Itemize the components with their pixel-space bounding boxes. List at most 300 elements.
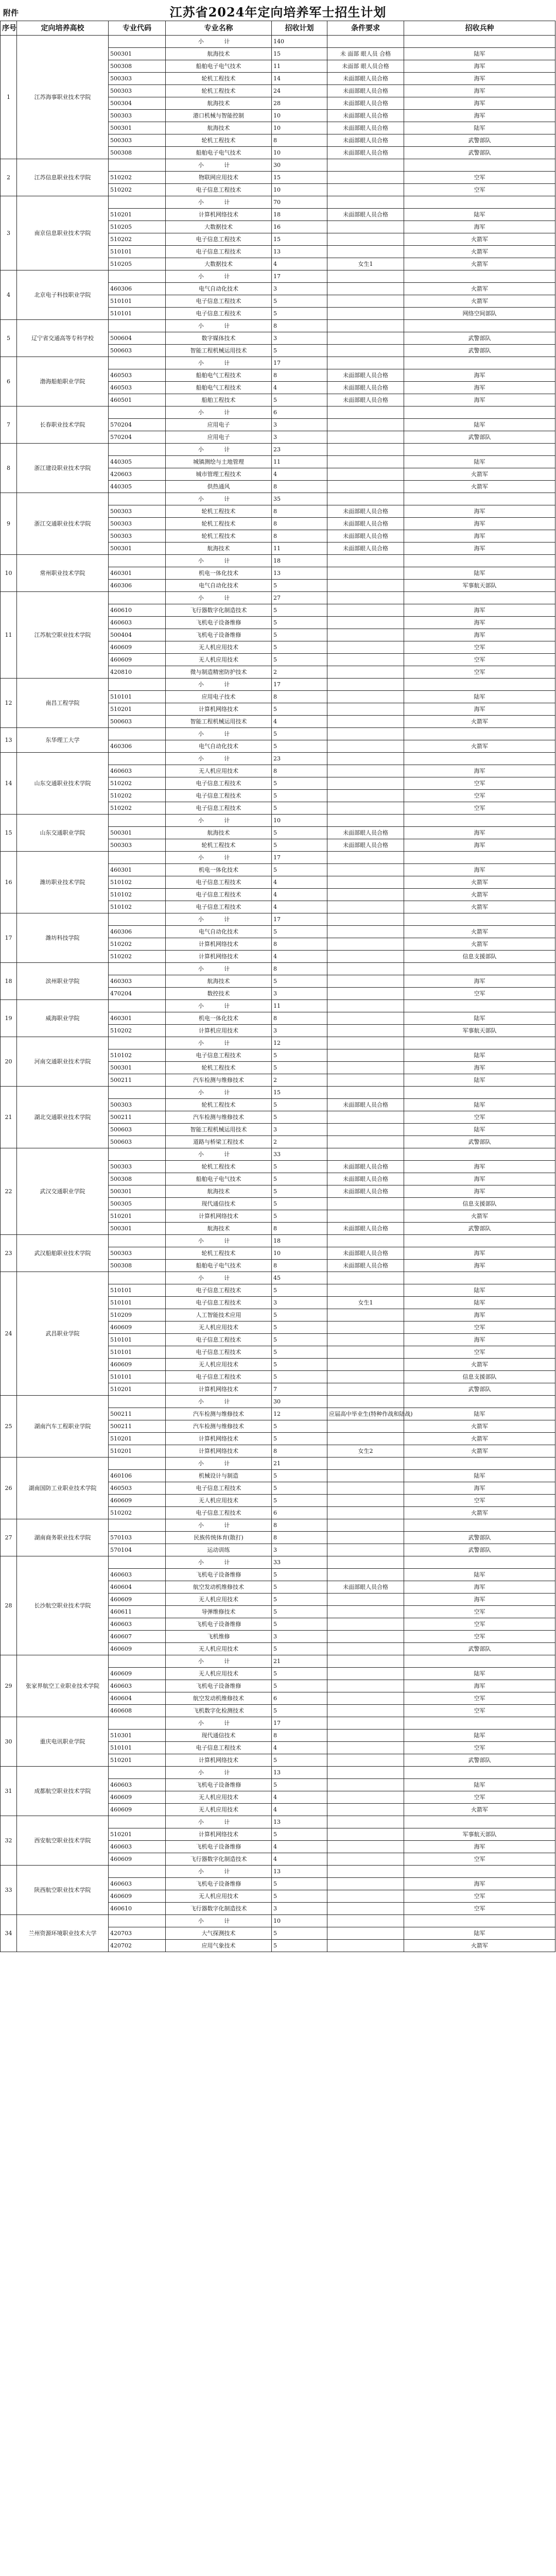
major-name-cell: 计算机网络技术 [166,703,272,716]
requirement-cell [327,1371,404,1383]
major-code-cell: 510102 [109,876,166,889]
major-name-cell: 轮机工程技术 [166,73,272,85]
major-code-cell [109,1767,166,1779]
major-name-cell: 轮机工程技术 [166,1099,272,1111]
major-name-cell: 小 计 [166,852,272,864]
branch-cell [404,196,555,209]
major-name-cell: 机电一体化技术 [166,567,272,580]
school-name-cell: 武汉交通职业学院 [17,1148,109,1235]
requirement-cell [327,1124,404,1136]
major-code-cell: 460609 [109,1853,166,1866]
branch-cell [404,1148,555,1161]
major-code-cell [109,555,166,567]
branch-cell: 陆军 [404,1012,555,1025]
major-name-cell: 飞行器数字化制造技术 [166,604,272,617]
requirement-cell [327,654,404,666]
plan-count-cell: 18 [272,209,327,221]
major-code-cell: 460611 [109,1606,166,1618]
major-code-cell: 570204 [109,431,166,444]
major-name-cell: 航空发动机维修技术 [166,1692,272,1705]
requirement-cell [327,1359,404,1371]
requirement-cell [327,419,404,431]
school-name-cell: 重庆电讯职业学院 [17,1717,109,1767]
major-code-cell [109,493,166,505]
major-code-cell: 460603 [109,1680,166,1692]
major-code-cell [109,679,166,691]
major-code-cell: 460301 [109,864,166,876]
branch-cell [404,728,555,740]
branch-cell: 海军 [404,1309,555,1321]
major-name-cell: 汽车检测与维修技术 [166,1111,272,1124]
plan-count-cell: 5 [272,617,327,629]
major-name-cell: 航海技术 [166,1223,272,1235]
school-name-cell: 江苏信息职业技术学院 [17,159,109,196]
requirement-cell: 未面部眼人员合格 [327,1185,404,1198]
requirement-cell [327,1309,404,1321]
plan-count-cell: 6 [272,1507,327,1519]
requirement-cell: 未面部眼人员合格 [327,369,404,382]
branch-cell: 陆军 [404,122,555,134]
branch-cell: 陆军 [404,1074,555,1087]
major-code-cell: 510202 [109,790,166,802]
plan-count-cell: 3 [272,283,327,295]
requirement-cell: 未 面部 眼人员 合格 [327,48,404,60]
major-code-cell [109,852,166,864]
branch-cell: 海军 [404,1841,555,1853]
school-name-cell: 浙江交通职业技术学院 [17,493,109,555]
major-code-cell: 510301 [109,1730,166,1742]
branch-cell: 海军 [404,1878,555,1890]
requirement-cell [327,36,404,48]
school-name-cell: 浙江建设职业技术学院 [17,444,109,493]
branch-cell: 火箭军 [404,233,555,246]
plan-count-cell: 4 [272,468,327,481]
plan-count-cell: 5 [272,1359,327,1371]
major-name-cell: 小 计 [166,1000,272,1012]
major-name-cell: 汽车检测与维修技术 [166,1420,272,1433]
plan-count-cell: 5 [272,629,327,641]
plan-count-cell: 27 [272,592,327,604]
major-code-cell: 460607 [109,1631,166,1643]
major-code-cell: 500303 [109,518,166,530]
subtotal-row [1,1235,555,1247]
major-code-cell: 500301 [109,48,166,60]
branch-cell: 海军 [404,1680,555,1692]
requirement-cell [327,1594,404,1606]
major-code-cell: 500303 [109,1161,166,1173]
requirement-cell [327,1087,404,1099]
major-name-cell: 无人机应用技术 [166,765,272,777]
school-name-cell: 江苏航空职业技术学院 [17,592,109,679]
plan-count-cell: 5 [272,1594,327,1606]
branch-cell: 火箭军 [404,283,555,295]
requirement-cell [327,802,404,815]
requirement-cell [327,345,404,357]
plan-count-cell: 5 [272,1495,327,1507]
seq-cell: 20 [1,1037,17,1087]
branch-cell [404,852,555,864]
branch-cell: 海军 [404,110,555,122]
requirement-cell [327,283,404,295]
branch-cell: 火箭军 [404,716,555,728]
plan-count-cell: 4 [272,889,327,901]
plan-count-cell: 5 [272,1185,327,1198]
requirement-cell: 未面部眼人员合格 [327,1223,404,1235]
major-name-cell: 电子信息工程技术 [166,308,272,320]
requirement-cell [327,1111,404,1124]
major-code-cell: 500301 [109,1223,166,1235]
plan-count-cell: 5 [272,1668,327,1680]
major-code-cell: 460503 [109,1482,166,1495]
branch-cell: 海军 [404,97,555,110]
branch-cell [404,913,555,926]
major-name-cell: 航海技术 [166,543,272,555]
branch-cell: 海军 [404,73,555,85]
requirement-cell [327,1940,404,1952]
branch-cell: 空军 [404,184,555,196]
major-code-cell: 510101 [109,691,166,703]
major-name-cell: 船舶电子电气技术 [166,60,272,73]
requirement-cell [327,320,404,332]
major-code-cell [109,963,166,975]
plan-count-cell: 13 [272,567,327,580]
major-code-cell: 460301 [109,567,166,580]
major-name-cell: 智能工程机械运用技术 [166,716,272,728]
plan-count-cell: 5 [272,1828,327,1841]
plan-count-cell: 17 [272,913,327,926]
plan-count-cell: 5 [272,1198,327,1210]
branch-cell: 海军 [404,1247,555,1260]
major-name-cell: 小 计 [166,679,272,691]
seq-cell: 19 [1,1000,17,1037]
major-name-cell: 飞机电子设备维修 [166,1878,272,1890]
plan-count-cell: 5 [272,1878,327,1890]
major-code-cell: 500308 [109,147,166,159]
major-name-cell: 小 计 [166,1866,272,1878]
requirement-cell: 未面部眼人员合格 [327,1247,404,1260]
plan-count-cell: 5 [272,1643,327,1655]
branch-cell [404,1272,555,1284]
major-name-cell: 无人机应用技术 [166,1804,272,1816]
branch-cell: 陆军 [404,1408,555,1420]
requirement-cell [327,580,404,592]
requirement-cell [327,1655,404,1668]
plan-count-cell: 5 [272,827,327,839]
plan-count-cell: 35 [272,493,327,505]
major-code-cell: 510205 [109,258,166,270]
branch-cell: 空军 [404,1742,555,1754]
major-name-cell: 航海技术 [166,975,272,988]
major-code-cell: 500211 [109,1074,166,1087]
branch-cell: 火箭军 [404,876,555,889]
major-name-cell: 航空发动机维修技术 [166,1581,272,1594]
plan-count-cell: 5 [272,1618,327,1631]
branch-cell: 武警部队 [404,1383,555,1396]
plan-count-cell: 18 [272,555,327,567]
seq-cell: 23 [1,1235,17,1272]
requirement-cell [327,1668,404,1680]
major-code-cell: 460603 [109,765,166,777]
major-code-cell: 510201 [109,1445,166,1458]
requirement-cell [327,617,404,629]
major-code-cell [109,1915,166,1927]
major-code-cell: 570104 [109,1544,166,1556]
requirement-cell [327,1742,404,1754]
school-name-cell: 山东交通职业技术学院 [17,753,109,815]
major-code-cell: 460501 [109,394,166,406]
major-name-cell: 船舶电子电气技术 [166,147,272,159]
branch-cell: 火箭军 [404,1940,555,1952]
major-name-cell: 飞行器数字化制造技术 [166,1853,272,1866]
major-name-cell: 小 计 [166,444,272,456]
branch-cell: 海军 [404,1581,555,1594]
subtotal-row [1,1148,555,1161]
requirement-cell: 未面部眼人员合格 [327,73,404,85]
major-code-cell: 570103 [109,1532,166,1544]
requirement-cell [327,1828,404,1841]
branch-cell: 海军 [404,839,555,852]
school-name-cell: 成都航空职业技术学院 [17,1767,109,1816]
major-name-cell: 道路与桥梁工程技术 [166,1136,272,1148]
major-code-cell: 420702 [109,1940,166,1952]
plan-count-cell: 8 [272,1012,327,1025]
school-name-cell: 威海职业学院 [17,1000,109,1037]
major-code-cell: 420810 [109,666,166,679]
page-header [0,0,556,18]
requirement-cell [327,1507,404,1519]
major-code-cell: 510202 [109,802,166,815]
plan-count-cell: 5 [272,1371,327,1383]
branch-cell: 陆军 [404,1297,555,1309]
seq-cell: 16 [1,852,17,913]
major-name-cell: 计算机网络技术 [166,1383,272,1396]
major-code-cell: 460603 [109,1779,166,1791]
major-name-cell: 飞机电子设备维修 [166,1841,272,1853]
school-name-cell: 常州职业技术学院 [17,555,109,592]
subtotal-row [1,753,555,765]
requirement-cell [327,864,404,876]
major-code-cell: 510201 [109,1828,166,1841]
requirement-cell [327,889,404,901]
major-name-cell: 轮机工程技术 [166,1161,272,1173]
major-name-cell: 电子信息工程技术 [166,1742,272,1754]
requirement-cell [327,196,404,209]
branch-cell [404,1235,555,1247]
major-name-cell: 城镇测绘与土地管理 [166,456,272,468]
major-name-cell: 小 计 [166,1272,272,1284]
requirement-cell [327,926,404,938]
major-name-cell: 机械设计与制造 [166,1470,272,1482]
major-name-cell: 应用电子技术 [166,691,272,703]
major-code-cell: 500211 [109,1420,166,1433]
plan-count-cell: 3 [272,1544,327,1556]
branch-cell: 空军 [404,790,555,802]
plan-count-cell: 12 [272,1408,327,1420]
requirement-cell: 未面部眼人员合格 [327,530,404,543]
plan-count-cell: 6 [272,406,327,419]
major-name-cell: 应用电子 [166,431,272,444]
plan-count-cell: 8 [272,1260,327,1272]
plan-count-cell: 8 [272,963,327,975]
major-code-cell: 440305 [109,481,166,493]
major-name-cell: 无人机应用技术 [166,1359,272,1371]
subtotal-row [1,852,555,864]
plan-count-cell: 70 [272,196,327,209]
major-name-cell: 电子信息工程技术 [166,1334,272,1346]
plan-count-cell: 8 [272,938,327,951]
branch-cell: 空军 [404,1903,555,1915]
major-code-cell: 500301 [109,1062,166,1074]
subtotal-row [1,679,555,691]
plan-count-cell: 5 [272,1284,327,1297]
header-code: 专业代码 [109,21,166,36]
branch-cell [404,1087,555,1099]
major-name-cell: 无人机应用技术 [166,1594,272,1606]
major-code-cell: 460609 [109,641,166,654]
major-name-cell: 机电一体化技术 [166,864,272,876]
major-code-cell [109,815,166,827]
major-name-cell: 人工智能技术应用 [166,1309,272,1321]
major-name-cell: 大气探测技术 [166,1927,272,1940]
plan-count-cell: 2 [272,1074,327,1087]
plan-count-cell: 8 [272,320,327,332]
seq-cell: 10 [1,555,17,592]
major-code-cell [109,1000,166,1012]
plan-count-cell: 2 [272,666,327,679]
branch-cell: 火箭军 [404,1210,555,1223]
major-name-cell: 飞机电子设备维修 [166,1569,272,1581]
major-code-cell: 460610 [109,1903,166,1915]
subtotal-row [1,728,555,740]
plan-count-cell: 4 [272,1742,327,1754]
branch-cell: 火箭军 [404,938,555,951]
branch-cell: 海军 [404,617,555,629]
requirement-cell [327,1420,404,1433]
branch-cell: 海军 [404,518,555,530]
requirement-cell [327,876,404,889]
branch-cell: 海军 [404,1594,555,1606]
major-name-cell: 现代通信技术 [166,1730,272,1742]
major-code-cell [109,1148,166,1161]
major-code-cell: 510201 [109,703,166,716]
seq-cell: 24 [1,1272,17,1396]
branch-cell: 火箭军 [404,1445,555,1458]
branch-cell [404,357,555,369]
seq-cell: 6 [1,357,17,406]
requirement-cell [327,1000,404,1012]
seq-cell: 31 [1,1767,17,1816]
branch-cell [404,1458,555,1470]
major-code-cell: 510101 [109,1346,166,1359]
requirement-cell [327,604,404,617]
requirement-cell [327,221,404,233]
major-code-cell: 510101 [109,246,166,258]
major-name-cell: 无人机应用技术 [166,1890,272,1903]
plan-count-cell: 11 [272,456,327,468]
major-code-cell: 500404 [109,629,166,641]
branch-cell: 火箭军 [404,295,555,308]
requirement-cell [327,1890,404,1903]
major-name-cell: 电子信息工程技术 [166,1049,272,1062]
branch-cell: 海军 [404,1161,555,1173]
major-name-cell: 船舶电气工程技术 [166,382,272,394]
branch-cell: 武警部队 [404,1754,555,1767]
branch-cell: 空军 [404,1111,555,1124]
major-name-cell: 供热通风 [166,481,272,493]
branch-cell: 武警部队 [404,147,555,159]
requirement-cell [327,1396,404,1408]
branch-cell: 武警部队 [404,1223,555,1235]
branch-cell: 陆军 [404,691,555,703]
requirement-cell [327,1470,404,1482]
requirement-cell [327,1754,404,1767]
plan-count-cell: 15 [272,172,327,184]
major-name-cell: 船舶电子电气技术 [166,1260,272,1272]
major-code-cell: 510209 [109,1309,166,1321]
major-code-cell: 510102 [109,901,166,913]
major-code-cell [109,406,166,419]
plan-count-cell: 2 [272,1136,327,1148]
branch-cell: 空军 [404,172,555,184]
major-name-cell: 航海技术 [166,827,272,839]
requirement-cell [327,1692,404,1705]
seq-cell: 7 [1,406,17,444]
branch-cell: 海军 [404,60,555,73]
branch-cell [404,1519,555,1532]
major-name-cell: 飞机电子设备维修 [166,1779,272,1791]
major-code-cell: 460609 [109,1359,166,1371]
major-name-cell: 小 计 [166,1767,272,1779]
school-name-cell: 南京信息职业技术学院 [17,196,109,270]
branch-cell: 海军 [404,1185,555,1198]
major-code-cell [109,728,166,740]
requirement-cell [327,1519,404,1532]
major-name-cell: 小 计 [166,1458,272,1470]
major-code-cell: 500303 [109,1247,166,1260]
major-code-cell: 510201 [109,1433,166,1445]
requirement-cell [327,1680,404,1692]
branch-cell [404,1396,555,1408]
requirement-cell [327,1321,404,1334]
seq-cell: 21 [1,1087,17,1148]
subtotal-row [1,196,555,209]
major-name-cell: 航海技术 [166,122,272,134]
major-name-cell: 电子信息工程技术 [166,295,272,308]
subtotal-row [1,1087,555,1099]
major-code-cell: 510202 [109,938,166,951]
major-code-cell: 510202 [109,777,166,790]
requirement-cell [327,468,404,481]
seq-cell: 32 [1,1816,17,1866]
major-code-cell: 460603 [109,1569,166,1581]
branch-cell: 空军 [404,1495,555,1507]
plan-count-cell: 4 [272,1804,327,1816]
plan-count-cell: 11 [272,60,327,73]
branch-cell: 空军 [404,654,555,666]
plan-count-cell: 5 [272,864,327,876]
major-name-cell: 飞行器数字化制造技术 [166,1903,272,1915]
major-code-cell: 500304 [109,97,166,110]
branch-cell: 空军 [404,1692,555,1705]
requirement-cell [327,1272,404,1284]
major-name-cell: 电子信息工程技术 [166,1371,272,1383]
major-code-cell: 500303 [109,505,166,518]
branch-cell: 陆军 [404,1927,555,1940]
branch-cell: 海军 [404,604,555,617]
branch-cell: 火箭军 [404,926,555,938]
major-name-cell: 小 计 [166,1816,272,1828]
branch-cell: 空军 [404,1853,555,1866]
